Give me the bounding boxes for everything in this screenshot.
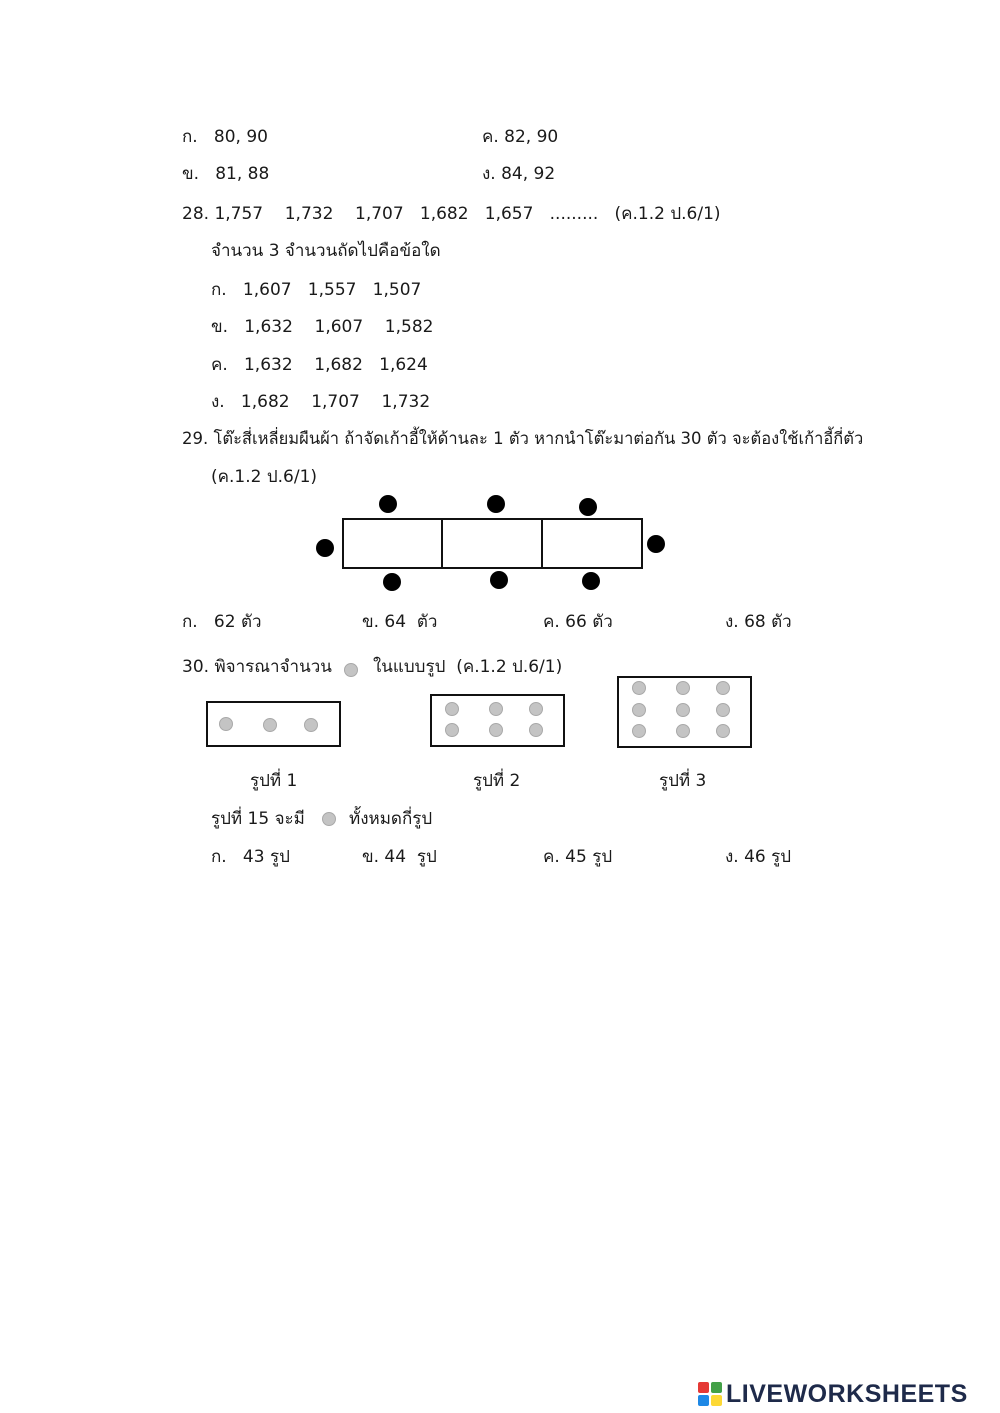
q30-option-a: ก. 43 รูป bbox=[211, 847, 290, 867]
q28-question-line2: จำนวน 3 จำนวนถัดไปคือข้อใด bbox=[211, 241, 441, 261]
q30-question-cont: ในแบบรูป (ค.1.2 ป.6/1) bbox=[373, 657, 563, 677]
table-divider bbox=[541, 518, 543, 569]
gray-dot bbox=[489, 702, 503, 716]
chair-dot bbox=[579, 498, 597, 516]
gray-dot bbox=[445, 702, 459, 716]
chair-dot bbox=[316, 539, 334, 557]
chair-dot bbox=[582, 572, 600, 590]
gray-dot bbox=[529, 723, 543, 737]
q27-option-c: ค. 82, 90 bbox=[482, 127, 559, 147]
q29-option-c: ค. 66 ตัว bbox=[543, 612, 613, 632]
q30-ask-cont: ทั้งหมดกี่รูป bbox=[349, 809, 433, 829]
table-row bbox=[342, 518, 643, 569]
q28-option-a: ก. 1,607 1,557 1,507 bbox=[211, 280, 422, 300]
figure-label-2: รูปที่ 2 bbox=[473, 771, 521, 791]
q29-question-line2: (ค.1.2 ป.6/1) bbox=[211, 467, 318, 487]
chair-dot bbox=[487, 495, 505, 513]
q29-option-a: ก. 62 ตัว bbox=[182, 612, 262, 632]
table-divider bbox=[441, 518, 443, 569]
gray-dot bbox=[489, 723, 503, 737]
gray-dot bbox=[632, 703, 646, 717]
q29-question: 29. โต๊ะสี่เหลี่ยมผืนผ้า ถ้าจัดเก้าอี้ให้ด้านละ 1 ตัว หากนำโต๊ะมาต่อกัน 30 ตัว จะต้องใช้เก้าอี้กี่ตัว bbox=[182, 429, 864, 448]
q30-option-d: ง. 46 รูป bbox=[725, 847, 792, 867]
q27-option-a: ก. 80, 90 bbox=[182, 127, 268, 147]
q27-option-d: ง. 84, 92 bbox=[482, 164, 556, 184]
liveworksheets-logo-icon bbox=[698, 1382, 722, 1406]
gray-dot-icon bbox=[322, 812, 336, 826]
chair-dot bbox=[379, 495, 397, 513]
gray-dot bbox=[263, 718, 277, 732]
gray-dot bbox=[676, 703, 690, 717]
gray-dot bbox=[304, 718, 318, 732]
q28-option-b: ข. 1,632 1,607 1,582 bbox=[211, 317, 434, 337]
brand-name: LIVEWORKSHEETS bbox=[726, 1379, 968, 1408]
q30-option-c: ค. 45 รูป bbox=[543, 847, 613, 867]
q27-option-b: ข. 81, 88 bbox=[182, 164, 270, 184]
gray-dot bbox=[716, 681, 730, 695]
q28-question: 28. 1,757 1,732 1,707 1,682 1,657 ......... (ค.1.2 ป.6/1) bbox=[182, 204, 721, 224]
gray-dot bbox=[219, 717, 233, 731]
gray-dot bbox=[529, 702, 543, 716]
gray-dot bbox=[676, 681, 690, 695]
q30-option-b: ข. 44 รูป bbox=[362, 847, 437, 867]
chair-dot bbox=[647, 535, 665, 553]
gray-dot bbox=[676, 724, 690, 738]
figure-label-1: รูปที่ 1 bbox=[250, 771, 298, 791]
gray-dot-icon bbox=[344, 663, 358, 677]
q30-ask: รูปที่ 15 จะมี bbox=[211, 809, 305, 829]
q29-option-d: ง. 68 ตัว bbox=[725, 612, 792, 632]
q30-question: 30. พิจารณาจำนวน bbox=[182, 657, 332, 677]
chair-dot bbox=[383, 573, 401, 591]
q28-option-d: ง. 1,682 1,707 1,732 bbox=[211, 392, 431, 412]
q28-option-c: ค. 1,632 1,682 1,624 bbox=[211, 355, 428, 375]
gray-dot bbox=[632, 681, 646, 695]
gray-dot bbox=[716, 724, 730, 738]
gray-dot bbox=[716, 703, 730, 717]
liveworksheets-brand bbox=[698, 1378, 968, 1410]
gray-dot bbox=[445, 723, 459, 737]
q29-option-b: ข. 64 ตัว bbox=[362, 612, 438, 632]
chair-dot bbox=[490, 571, 508, 589]
figure-label-3: รูปที่ 3 bbox=[659, 771, 707, 791]
gray-dot bbox=[632, 724, 646, 738]
